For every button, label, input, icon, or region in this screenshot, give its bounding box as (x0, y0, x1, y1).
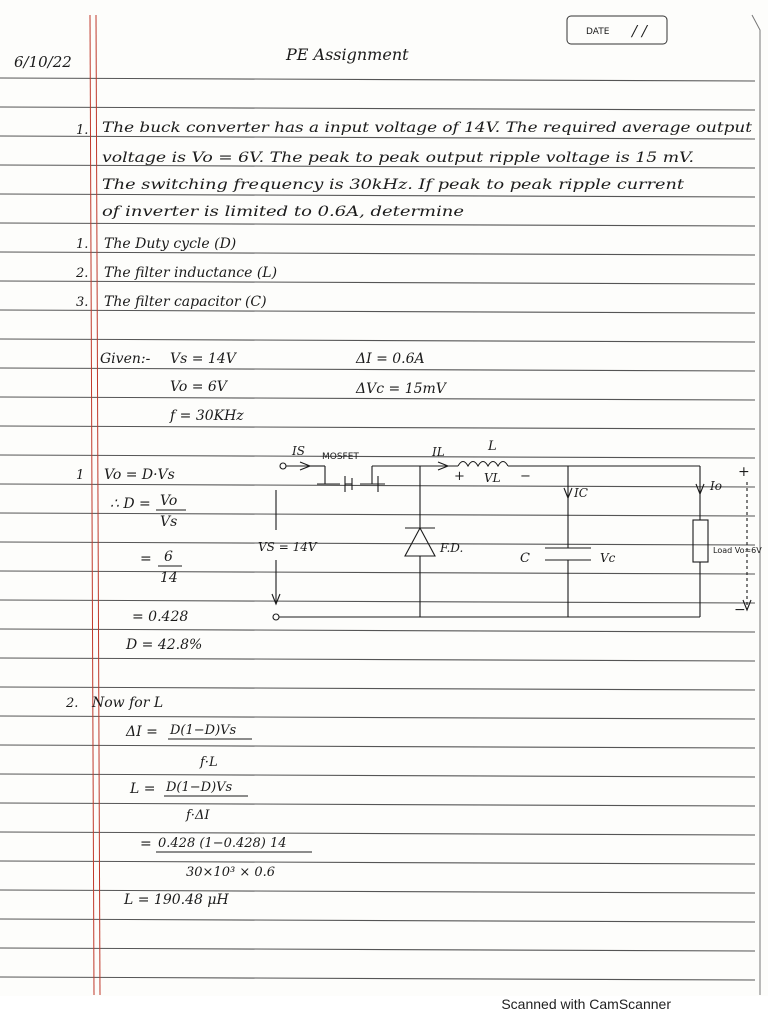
ruled-line (0, 107, 755, 110)
ruled-line (0, 803, 755, 806)
ruled-line (0, 223, 755, 226)
ruled-line (0, 194, 755, 197)
date-box-value: / / (632, 22, 647, 40)
vc-label: Vc (600, 551, 616, 565)
sol2-eq4: L = 190.48 μH (124, 892, 229, 908)
capacitor-label: C (520, 551, 530, 566)
io-label: Io (710, 479, 722, 493)
ruled-line (0, 542, 755, 545)
solution-1-number: 1 (76, 468, 85, 483)
mosfet-label: MOSFET (322, 452, 359, 462)
ruled-line (0, 339, 755, 342)
ruled-line (0, 745, 755, 748)
vl-label: VL (484, 471, 501, 485)
given-di: ΔI = 0.6A (356, 351, 425, 367)
item-1-number: 1. (76, 237, 89, 252)
ic-label: IC (574, 486, 588, 500)
sol1-eq3-denominator: 14 (160, 570, 178, 586)
ruled-line (0, 890, 755, 893)
ruled-line (0, 861, 755, 864)
load-label: Load Vo=6V (713, 546, 762, 555)
ruled-line (0, 600, 755, 603)
item-2-text: The filter inductance (L) (104, 265, 278, 281)
ruled-line (0, 774, 755, 777)
question-line-3: The switching frequency is 30kHz. If peak to peak ripple current (102, 177, 685, 193)
item-2-number: 2. (76, 266, 89, 281)
ruled-line (0, 78, 755, 81)
item-3-text: The filter capacitor (C) (104, 294, 267, 310)
ruled-line (0, 571, 755, 574)
given-vo: Vo = 6V (170, 379, 227, 395)
sol2-eq2-numerator: D(1−D)Vs (166, 780, 233, 795)
il-label: IL (432, 445, 445, 459)
load-resistor (693, 520, 708, 562)
page-title: PE Assignment (286, 45, 409, 64)
ruled-line (0, 687, 755, 690)
handwritten-date: 6/10/22 (14, 53, 72, 71)
output-minus: − (734, 602, 746, 618)
ruled-line (0, 281, 755, 284)
given-vs: Vs = 14V (170, 351, 236, 367)
page-edge (752, 15, 760, 995)
vl-minus: − (520, 469, 531, 484)
is-label: IS (292, 444, 305, 458)
ruled-line (0, 136, 755, 139)
ruled-line (0, 397, 755, 400)
sol2-eq3-numerator: 0.428 (1−0.428) 14 (158, 836, 287, 851)
vl-plus: + (454, 469, 465, 484)
sol1-eq2-denominator: Vs (160, 514, 178, 530)
ruled-line (0, 716, 755, 719)
sol1-eq4: = 0.428 (132, 609, 189, 625)
sol2-heading: Now for L (92, 695, 164, 711)
sol1-eq1: Vo = D·Vs (104, 467, 175, 483)
question-line-4: of inverter is limited to 0.6A, determine (102, 204, 464, 220)
sol1-eq3-numerator: 6 (164, 549, 173, 565)
sol2-eq1-denominator: f·L (200, 755, 218, 770)
sol2-eq1-numerator: D(1−D)Vs (170, 723, 237, 738)
ruled-line (0, 658, 755, 661)
ruled-line (0, 919, 755, 922)
item-1-text: The Duty cycle (D) (104, 236, 237, 252)
ruled-line (0, 977, 755, 980)
sol1-eq2-numerator: Vo (160, 493, 178, 509)
given-label: Given:- (100, 351, 151, 367)
item-3-number: 3. (76, 295, 89, 310)
ruled-line (0, 310, 755, 313)
sol1-eq3-prefix: = (140, 551, 152, 567)
question-line-2: voltage is Vo = 6V. The peak to peak output ripple voltage is 15 mV. (102, 150, 694, 166)
ruled-line (0, 252, 755, 255)
sol2-eq3-prefix: = (140, 836, 152, 852)
sol2-eq2-denominator: f·ΔI (186, 808, 210, 823)
camscanner-watermark: Scanned with CamScanner (501, 996, 671, 1012)
sol2-eq1-prefix: ΔI = (126, 724, 158, 740)
ruled-line (0, 455, 755, 458)
sol2-eq3-denominator: 30×10³ × 0.6 (186, 865, 276, 880)
ruled-line (0, 426, 755, 429)
input-terminal-bottom (273, 614, 279, 620)
margin-lines (90, 15, 100, 995)
sol1-eq2-prefix: ∴ D = (110, 496, 151, 512)
diode-symbol (405, 528, 435, 556)
ruled-line (0, 513, 755, 516)
ruled-line (0, 948, 755, 951)
question-line-1: The buck converter has a input voltage of 14V. The required average output (102, 120, 753, 136)
ruled-line (0, 368, 755, 371)
margin-line-outer (90, 15, 94, 995)
vs-label: VS = 14V (258, 540, 317, 554)
footer-bar (0, 996, 768, 1024)
inductor-label: L (488, 439, 497, 454)
given-dvc: ΔVc = 15mV (356, 381, 446, 397)
given-f: f = 30KHz (170, 408, 244, 424)
date-box (567, 16, 667, 44)
ruled-line (0, 629, 755, 632)
mosfet-symbol (310, 466, 385, 492)
sol1-eq5: D = 42.8% (126, 637, 203, 653)
sol2-eq2-prefix: L = (130, 781, 156, 797)
input-terminal-top (280, 463, 286, 469)
date-box-label: DATE (586, 27, 610, 37)
ruled-line (0, 832, 755, 835)
solution-2-number: 2. (66, 696, 79, 711)
margin-line-inner (96, 15, 100, 995)
question-number: 1. (76, 123, 89, 138)
output-plus: + (738, 464, 750, 480)
fd-label: F.D. (440, 541, 464, 555)
inductor-symbol (458, 462, 508, 467)
